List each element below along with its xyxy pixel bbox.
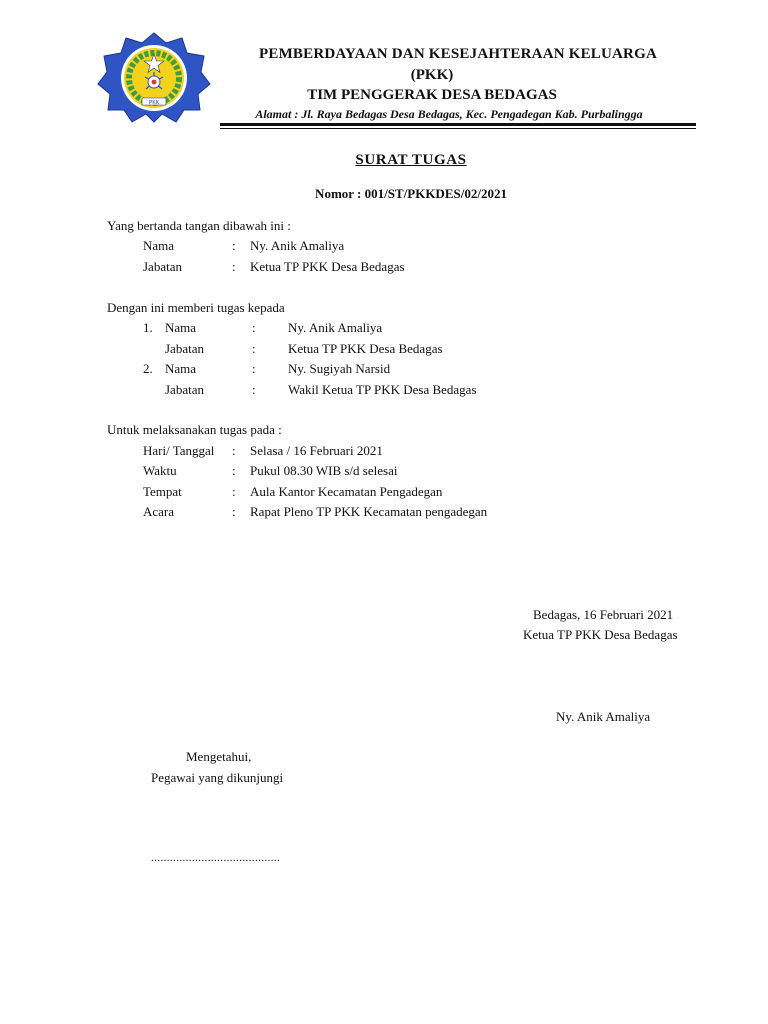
signer-position-label: Jabatan <box>143 259 182 274</box>
letter-number: Nomor : 001/ST/PKKDES/02/2021 <box>315 186 507 201</box>
signer-name-value: Ny. Anik Amaliya <box>250 238 345 253</box>
task-date-value: Selasa / 16 Februari 2021 <box>250 443 383 458</box>
assignee-2-position-value: Wakil Ketua TP PKK Desa Bedagas <box>288 382 477 397</box>
assignee-2-number: 2. <box>143 361 153 376</box>
signature-name: Ny. Anik Amaliya <box>556 709 651 724</box>
acknowledgement-subheading: Pegawai yang dikunjungi <box>151 770 284 785</box>
assignee-1-position-value: Ketua TP PKK Desa Bedagas <box>288 341 443 356</box>
signer-position-value: Ketua TP PKK Desa Bedagas <box>250 259 405 274</box>
assignee-1-number: 1. <box>143 320 153 335</box>
task-event-label: Acara <box>143 504 175 519</box>
pkk-emblem-icon <box>96 30 212 124</box>
task-place-value: Aula Kantor Kecamatan Pengadegan <box>250 484 443 499</box>
signature-place-date: Bedagas, 16 Februari 2021 <box>533 607 674 622</box>
letterhead-divider-thick <box>220 123 696 126</box>
signer-position-colon: : <box>232 259 236 274</box>
acknowledgement-heading: Mengetahui, <box>186 749 252 764</box>
assignees-intro: Dengan ini memberi tugas kepada <box>107 300 285 315</box>
team-name: TIM PENGGERAK DESA BEDAGAS <box>307 87 557 103</box>
task-date-label: Hari/ Tanggal <box>143 443 215 458</box>
assignee-2-position-label: Jabatan <box>165 382 204 397</box>
task-intro: Untuk melaksanakan tugas pada : <box>107 422 282 437</box>
signer-intro: Yang bertanda tangan dibawah ini : <box>107 218 291 233</box>
assignee-2-name-label: Nama <box>165 361 197 376</box>
task-place-label: Tempat <box>143 484 182 499</box>
signer-name-colon: : <box>232 238 236 253</box>
signer-name-label: Nama <box>143 238 175 253</box>
task-time-value: Pukul 08.30 WIB s/d selesai <box>250 463 398 478</box>
org-address: Alamat : Jl. Raya Bedagas Desa Bedagas, Kec. Pengadegan Kab. Purbalingga <box>255 107 643 121</box>
task-time-label: Waktu <box>143 463 177 478</box>
assignee-2-name-value: Ny. Sugiyah Narsid <box>288 361 391 376</box>
assignee-1-name-label: Nama <box>165 320 197 335</box>
assignee-1-name-value: Ny. Anik Amaliya <box>288 320 383 335</box>
assignee-2-position-colon: : <box>252 382 256 397</box>
org-abbreviation: (PKK) <box>410 67 454 83</box>
task-time-colon: : <box>232 463 236 478</box>
letter-title: SURAT TUGAS <box>355 152 467 168</box>
assignee-1-name-colon: : <box>252 320 256 335</box>
assignee-1-position-colon: : <box>252 341 256 356</box>
emblem-text: PKK <box>148 100 160 106</box>
assignee-1-position-label: Jabatan <box>165 341 204 356</box>
task-place-colon: : <box>232 484 236 499</box>
signature-position: Ketua TP PKK Desa Bedagas <box>523 627 678 642</box>
letterhead-divider-thin <box>220 128 696 129</box>
assignee-2-name-colon: : <box>252 361 256 376</box>
org-name: PEMBERDAYAAN DAN KESEJAHTERAAN KELUARGA <box>259 46 657 62</box>
task-date-colon: : <box>232 443 236 458</box>
task-event-colon: : <box>232 504 236 519</box>
acknowledgement-signature-blank: ......................................... <box>151 852 281 864</box>
task-event-value: Rapat Pleno TP PKK Kecamatan pengadegan <box>250 504 488 519</box>
